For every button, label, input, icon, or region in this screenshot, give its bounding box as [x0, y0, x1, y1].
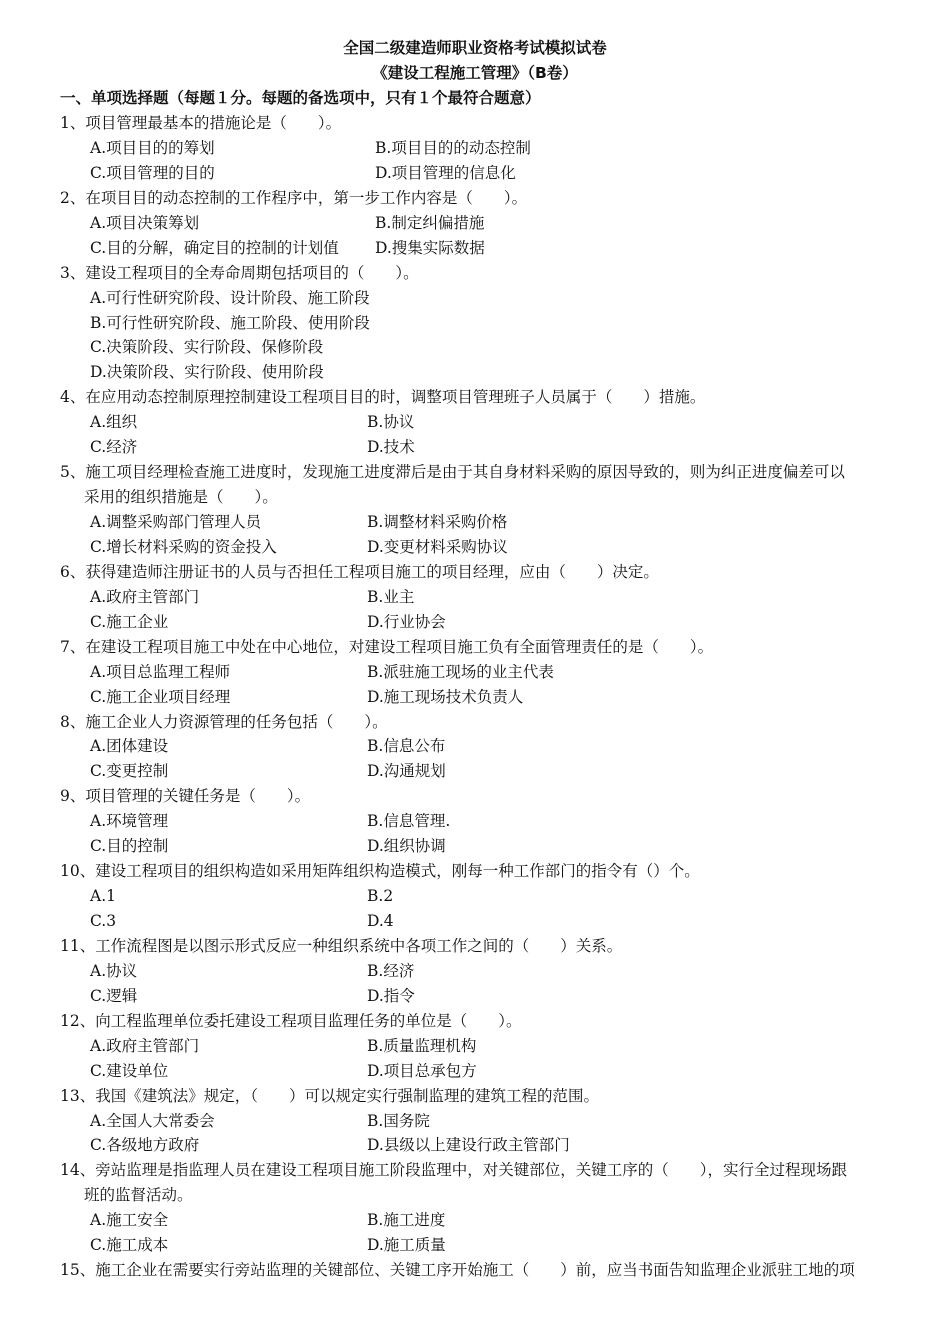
answer-option[interactable]: D.项目总承包方: [367, 1061, 477, 1080]
answer-option[interactable]: B.调整材料采购价格: [367, 513, 508, 531]
option-row: [60, 884, 920, 909]
option-row: [60, 984, 920, 1009]
answer-option[interactable]: B.项目目的的动态控制: [375, 138, 531, 157]
answer-option[interactable]: D.4: [367, 912, 394, 930]
exam-subtitle: 《建设工程施工管理》（B卷）: [372, 64, 578, 82]
answer-option[interactable]: C.施工企业项目经理: [90, 687, 231, 706]
answer-option[interactable]: B.2: [367, 887, 394, 906]
question: [60, 186, 920, 261]
question-stem: 10、建设工程项目的组织构造如采用矩阵组织构造模式，刚每一种工作部门的指令有（）个。: [60, 862, 700, 881]
question-stem: 3、建设工程项目的全寿命周期包括项目的（ ）。: [60, 263, 419, 282]
question-stem: 13、我国《建筑法》规定，（ ）可以规定实行强制监理的建筑工程的范围。: [60, 1086, 599, 1105]
question-stem-continuation: 班的监督活动。: [84, 1186, 193, 1205]
option-row: [60, 685, 920, 710]
option-row: [60, 1059, 920, 1084]
answer-option[interactable]: C.项目管理的目的: [90, 163, 215, 182]
option-row: [60, 335, 920, 360]
option-row: [60, 211, 920, 236]
option-row: [60, 435, 920, 460]
answer-option[interactable]: C.决策阶段、实行阶段、保修阶段: [90, 338, 324, 357]
option-row: [60, 660, 920, 685]
answer-option[interactable]: C.施工企业: [90, 612, 169, 631]
answer-option[interactable]: A.1: [90, 887, 116, 906]
answer-option[interactable]: B.信息管理.: [367, 812, 451, 831]
question: [60, 1009, 920, 1084]
answer-option[interactable]: C.3: [90, 912, 117, 930]
question: [60, 460, 920, 560]
option-row: [60, 510, 920, 535]
question: [60, 710, 920, 785]
answer-option[interactable]: D.指令: [367, 986, 415, 1005]
answer-option[interactable]: A.政府主管部门: [90, 587, 200, 606]
question: [60, 784, 920, 859]
question: [60, 934, 920, 1009]
option-row: [60, 161, 920, 186]
option-row: [60, 585, 920, 610]
option-row: [60, 734, 920, 759]
answer-option[interactable]: A.施工安全: [90, 1211, 169, 1230]
answer-option[interactable]: A.环境管理: [90, 812, 169, 831]
option-row: [60, 410, 920, 435]
answer-option[interactable]: B.协议: [367, 413, 415, 432]
answer-option[interactable]: A.协议: [90, 961, 138, 980]
answer-option[interactable]: B.可行性研究阶段、施工阶段、使用阶段: [90, 313, 370, 332]
question: [60, 261, 920, 386]
exam-title: 全国二级建造师职业资格考试模拟试卷: [343, 39, 607, 57]
answer-option[interactable]: A.项目总监理工程师: [90, 662, 231, 681]
option-row: [60, 1133, 920, 1158]
answer-option[interactable]: B.信息公布: [367, 737, 446, 756]
answer-option[interactable]: D.施工现场技术负责人: [367, 687, 524, 706]
option-row: [60, 1109, 920, 1134]
question-list: [60, 111, 920, 1283]
option-row: [60, 909, 920, 934]
answer-option[interactable]: C.施工成本: [90, 1236, 169, 1255]
option-row: [60, 1208, 920, 1233]
question: [60, 1084, 920, 1159]
answer-option[interactable]: C.目的控制: [90, 837, 169, 856]
answer-option[interactable]: D.项目管理的信息化: [375, 163, 516, 182]
section-heading: 一、单项选择题（每题１分。每题的备选项中，只有１个最符合题意）: [60, 89, 541, 107]
option-row: [60, 610, 920, 635]
answer-option[interactable]: C.变更控制: [90, 762, 169, 781]
question: [60, 1158, 920, 1258]
option-row: [60, 286, 920, 311]
option-row: [60, 1233, 920, 1258]
option-row: [60, 236, 920, 261]
question: [60, 1258, 920, 1283]
question-stem: 2、在项目目的动态控制的工作程序中，第一步工作内容是（ ）。: [60, 188, 528, 207]
question-stem: 5、施工项目经理检查施工进度时，发现施工进度滞后是由于其自身材料采购的原因导致的，则为纠正进度偏差可以: [60, 463, 845, 482]
question: [60, 385, 920, 460]
question: [60, 859, 920, 934]
question-stem: 12、向工程监理单位委托建设工程项目监理任务的单位是（ ）。: [60, 1011, 522, 1030]
question: [60, 560, 920, 635]
question-stem: 4、在应用动态控制原理控制建设工程项目目的时，调整项目管理班子人员属于（ ）措施。: [60, 388, 706, 407]
answer-option[interactable]: D.变更材料采购协议: [367, 537, 508, 556]
option-row: [60, 360, 920, 385]
answer-option[interactable]: B.施工进度: [367, 1211, 446, 1230]
option-row: [60, 834, 920, 859]
answer-option[interactable]: A.项目目的的筹划: [90, 138, 215, 157]
answer-option[interactable]: C.各级地方政府: [90, 1136, 200, 1155]
answer-option[interactable]: D.搜集实际数据: [375, 238, 485, 257]
answer-option[interactable]: B.派驻施工现场的业主代表: [367, 662, 554, 681]
answer-option[interactable]: A.调整采购部门管理人员: [90, 513, 262, 531]
answer-option[interactable]: A.团体建设: [90, 737, 169, 756]
answer-option[interactable]: A.组织: [90, 413, 138, 432]
answer-option[interactable]: B.国务院: [367, 1111, 430, 1130]
option-row: [60, 1034, 920, 1059]
question: [60, 111, 920, 186]
option-row: [60, 959, 920, 984]
question-stem: 9、项目管理的关键任务是（ ）。: [60, 787, 311, 806]
answer-option[interactable]: C.逻辑: [90, 986, 138, 1005]
answer-option[interactable]: D.决策阶段、实行阶段、使用阶段: [90, 363, 324, 382]
question: [60, 635, 920, 710]
answer-option[interactable]: C.建设单位: [90, 1061, 169, 1080]
option-row: [60, 535, 920, 560]
question-stem: 7、在建设工程项目施工中处在中心地位，对建设工程项目施工负有全面管理责任的是（ ）。: [60, 637, 714, 656]
answer-option[interactable]: A.全国人大常委会: [90, 1111, 215, 1130]
option-row: [60, 311, 920, 336]
answer-option[interactable]: C.目的分解，确定目的控制的计划值: [90, 238, 339, 257]
answer-option[interactable]: B.业主: [367, 587, 415, 606]
answer-option[interactable]: B.质量监理机构: [367, 1036, 477, 1055]
answer-option[interactable]: A.政府主管部门: [90, 1036, 200, 1055]
question-stem: 6、获得建造师注册证书的人员与否担任工程项目施工的项目经理，应由（ ）决定。: [60, 562, 659, 581]
question-stem: 15、施工企业在需要实行旁站监理的关键部位、关键工序开始施工（ ）前，应当书面告知监理企业派驻工地的项: [60, 1261, 855, 1280]
answer-option[interactable]: C.增长材料采购的资金投入: [90, 537, 277, 556]
answer-option[interactable]: D.技术: [367, 438, 415, 457]
answer-option[interactable]: C.经济: [90, 438, 138, 457]
question-stem-continuation: 采用的组织措施是（ ）。: [84, 488, 278, 507]
answer-option[interactable]: B.经济: [367, 961, 415, 980]
question-stem: 14、旁站监理是指监理人员在建设工程项目施工阶段监理中，对关键部位，关键工序的（ ），实行全过程现场跟: [60, 1161, 847, 1180]
option-row: [60, 809, 920, 834]
question-stem: 11、工作流程图是以图示形式反应一种组织系统中各项工作之间的（ ）关系。: [60, 936, 623, 955]
answer-option[interactable]: B.制定纠偏措施: [375, 213, 485, 232]
question-stem: 1、项目管理最基本的措施论是（ ）。: [60, 114, 342, 132]
answer-option[interactable]: D.组织协调: [367, 837, 446, 856]
answer-option[interactable]: D.行业协会: [367, 612, 446, 631]
question-stem: 8、施工企业人力资源管理的任务包括（ ）。: [60, 712, 388, 731]
answer-option[interactable]: A.项目决策筹划: [90, 213, 200, 232]
answer-option[interactable]: A.可行性研究阶段、设计阶段、施工阶段: [90, 288, 370, 307]
option-row: [60, 759, 920, 784]
answer-option[interactable]: D.施工质量: [367, 1236, 446, 1255]
option-row: [60, 136, 920, 161]
answer-option[interactable]: D.县级以上建设行政主管部门: [367, 1136, 570, 1155]
answer-option[interactable]: D.沟通规划: [367, 762, 446, 781]
